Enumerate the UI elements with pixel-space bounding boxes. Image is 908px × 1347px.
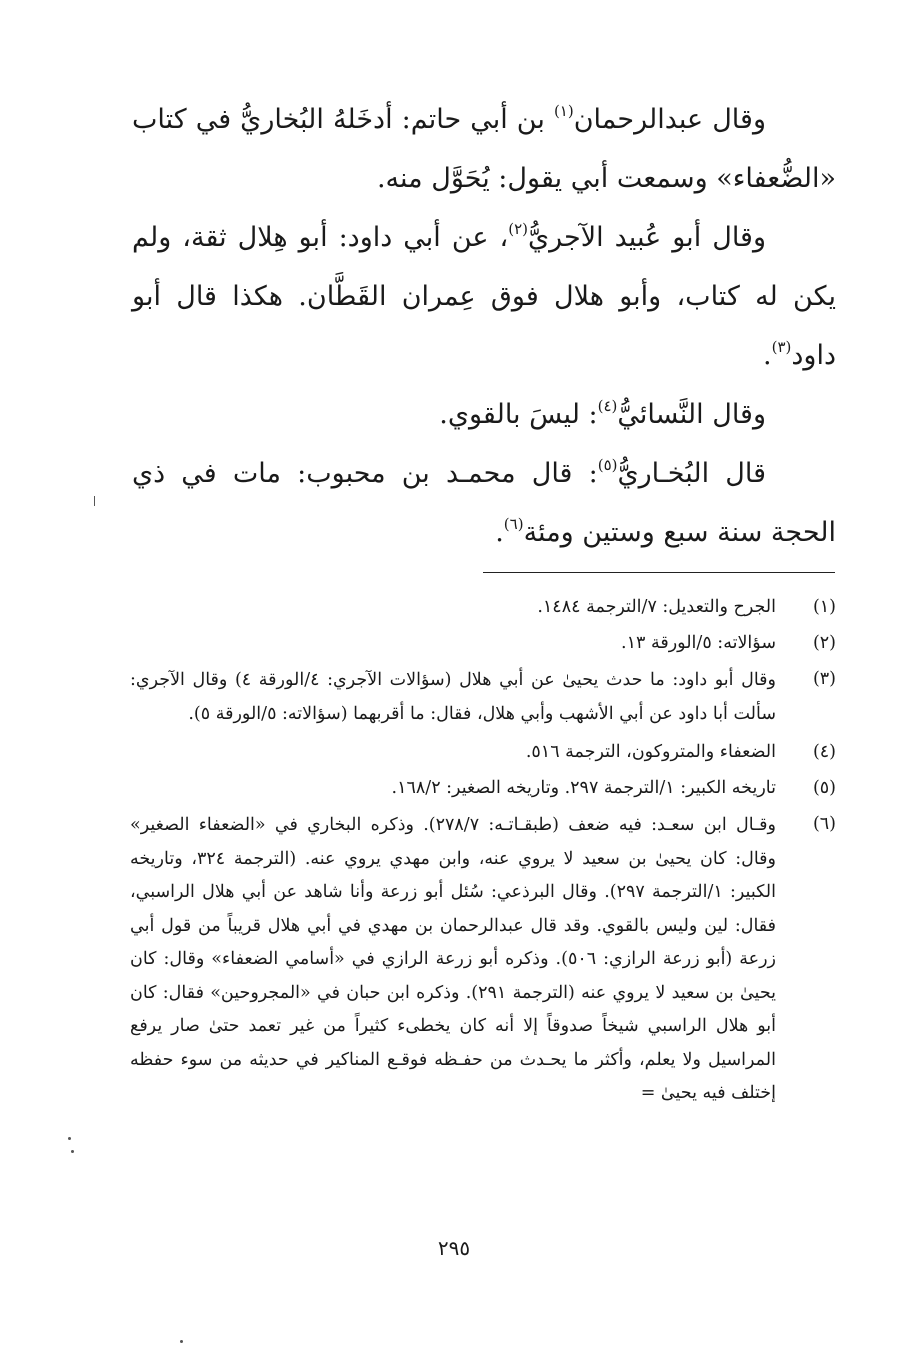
- footnote-ref-4[interactable]: (٤): [597, 397, 618, 415]
- footnote-text: وقـال ابن سعـد: فيه ضعف (طبقـاتـه: ٢٧٨/٧). وذكره البخاري في «الضعفاء الصغير» وقال: كان يحيىٰ بن سعيد لا يروي عنه، وابن مهدي يروي عنه. (الترجمة ٣٢٤، وتاريخه الكبير: ١/الترجمة ٢٩٧). وقال البرذعي: سُئل أبو زرعة وأنا شاهد عن أبي هلال الراسبي، فقال: لين وليس بالقوي. وقد قال عبدالرحمان بن مهدي في أبي هلال قريباً من قول أبي زرعة (أبو زرعة الرازي: ٥٠٦). وذكره أبو زرعة الرازي في «أسامي الضعفاء» وقال: كان يحيىٰ بن سعيد لا يروي عنه (الترجمة ٢٩١). وذكره ابن حبان في «المجروحين» فقال: كان أبو هلال الراسبي شيخاً صدوقاً إلا أنه كان يخطىء كثيراً من غير تعمد حتىٰ صار يرفع المراسيل ولا يعلم، وأكثر ما يحـدث من حفـظه فوقـع المناكير في حديثه من سوء حفظه إختلف فيه يحيىٰ =: [130, 815, 776, 1103]
- paragraph-4-text-cont: : قال محمـد بن محبوب: مات في ذي الحجة سنة سبع وستين ومئة: [132, 458, 836, 548]
- scan-speck: [68, 1137, 71, 1140]
- footnote-text: تاريخه الكبير: ١/الترجمة ٢٩٧. وتاريخه الصغير: ١٦٨/٢.: [391, 778, 776, 798]
- footnote-text: سؤالاته: ٥/الورقة ١٣.: [621, 633, 776, 653]
- paragraph-4-text: قال البُخـاريُّ: [617, 458, 766, 489]
- scan-speck: [71, 1150, 74, 1153]
- paragraph-1: [132, 90, 836, 208]
- paragraph-3-text: وقال النَّسائيُّ: [617, 399, 766, 430]
- footnote-6: [130, 809, 836, 1111]
- paragraph-1-text-cont: بن أبي حاتم: أدخَلهُ البُخاريُّ في كتاب «الضُّعفاء» وسمعت أبي يقول: يُحَوَّل منه.: [132, 104, 836, 194]
- footnote-number: (٣): [812, 669, 836, 689]
- footnote-5: [130, 773, 836, 803]
- footnote-2: [130, 628, 836, 658]
- footnote-separator-rule: [483, 572, 835, 573]
- scan-speck: [180, 1340, 183, 1343]
- footnote-ref-2[interactable]: (٢): [508, 220, 528, 238]
- footnote-ref-5[interactable]: (٥): [597, 456, 618, 474]
- footnote-text: الضعفاء والمتروكون، الترجمة ٥١٦.: [525, 742, 776, 762]
- footnote-3: [130, 664, 836, 731]
- paragraph-3: [132, 385, 836, 444]
- footnote-number: (٤): [812, 742, 836, 762]
- paragraph-4-text-end: .: [495, 517, 504, 548]
- footnote-ref-6[interactable]: (٦): [503, 515, 524, 533]
- footnote-4: [130, 737, 836, 767]
- main-text-body: [132, 90, 836, 562]
- paragraph-2-text-cont: ، عن أبي داود: أبو هِلال ثقة، ولم يكن له كتاب، وأبو هلال فوق عِمران القَطَّان. هكذا قال أبو داود: [132, 222, 836, 371]
- footnote-text: وقال أبو داود: ما حدث يحيىٰ عن أبي هلال (سؤالات الآجري: ٤/الورقة ٤) وقال الآجري: سألت أبا داود عن أبي الأشهب وأبي هلال، فقال: ما أقربهما (سؤالاته: ٥/الورقة ٥).: [130, 670, 776, 724]
- paragraph-2-text-end: .: [763, 340, 772, 371]
- footnote-text: الجرح والتعديل: ٧/الترجمة ١٤٨٤.: [537, 597, 776, 617]
- paragraph-3-text-cont: : ليسَ بالقوي.: [439, 399, 598, 430]
- footnote-ref-1[interactable]: (١): [553, 102, 574, 120]
- paragraph-1-text: وقال عبدالرحمان: [573, 104, 766, 135]
- scan-speck: [94, 496, 95, 506]
- footnote-ref-3[interactable]: (٣): [771, 338, 792, 356]
- footnote-number: (٦): [812, 814, 836, 834]
- paragraph-4: [132, 444, 836, 562]
- page-number: ٢٩٥: [437, 1236, 471, 1260]
- footnote-number: (١): [812, 597, 836, 617]
- footnote-number: (٢): [812, 633, 836, 653]
- paragraph-2: [132, 208, 836, 385]
- footnote-number: (٥): [812, 778, 836, 798]
- paragraph-2-text: وقال أبو عُبيد الآجريُّ: [528, 222, 766, 253]
- footnote-1: [130, 592, 836, 622]
- footnotes-section: [130, 592, 836, 1117]
